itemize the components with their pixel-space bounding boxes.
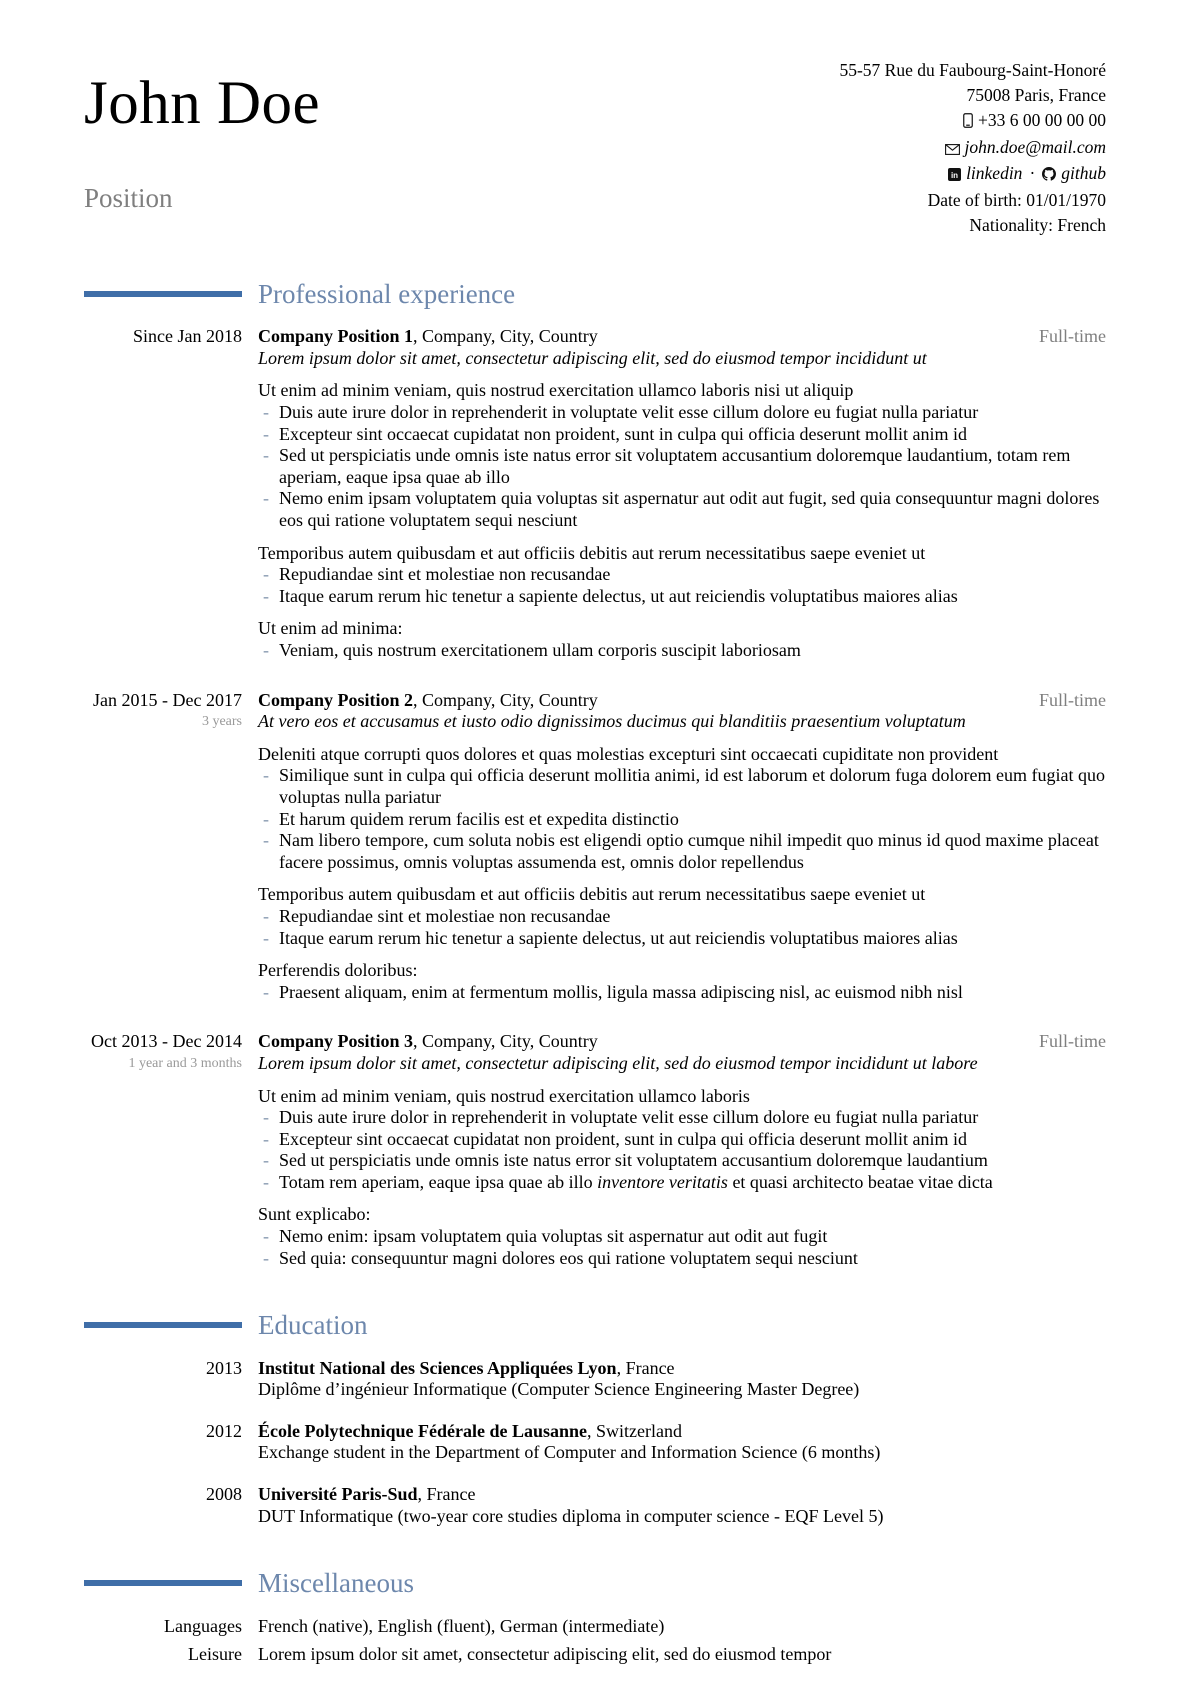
email-link[interactable]: john.doe@mail.com — [964, 136, 1106, 157]
contact-block — [839, 56, 1106, 238]
svg-text:in: in — [951, 171, 959, 181]
header — [84, 56, 1106, 238]
misc-label: Languages — [164, 1615, 242, 1636]
contact-phone — [839, 108, 1106, 135]
education-school-country: , France — [616, 1357, 675, 1378]
github-icon — [1042, 163, 1056, 188]
education-detail: DUT Informatique (two-year core studies diploma in computer science - EQF Level 5) — [258, 1505, 884, 1526]
phone-icon — [963, 110, 973, 135]
experience-entry-2 — [84, 690, 1106, 1004]
contact-date-of-birth: Date of birth: 01/01/1970 — [927, 190, 1106, 211]
entry-paragraph: Ut enim ad minim veniam, quis nostrud exercitation ullamco laboris nisi ut aliquip — [258, 380, 854, 401]
education-year: 2013 — [206, 1357, 242, 1378]
bullet-list — [258, 982, 1106, 1004]
education-entry-2 — [84, 1421, 1106, 1464]
education-entry-1 — [84, 1358, 1106, 1401]
section-title-education: Education — [258, 1310, 368, 1341]
bullet-list — [258, 402, 1106, 532]
entry-title — [258, 690, 598, 712]
entry-duration: 1 year and 3 months — [128, 1055, 242, 1071]
entry-paragraph: Deleniti atque corrupti quos dolores et quas molestias excepturi sint occaecati cupiditate non provident — [258, 743, 999, 764]
separator-dot: · — [1029, 163, 1036, 184]
section-rule — [84, 1580, 242, 1586]
misc-row-languages — [84, 1616, 1106, 1638]
bullet-item: - Sed ut perspiciatis unde omnis iste natus error sit voluptatem accusantium doloremque laudantium — [258, 1150, 1106, 1172]
entry-title-position: Company Position 2 — [258, 689, 414, 710]
bullet-item: - Praesent aliquam, enim at fermentum mollis, ligula massa adipiscing nisl, ac euismod nibh nisl — [258, 982, 1106, 1004]
bullet-item: - Sed ut perspiciatis unde omnis iste natus error sit voluptatem accusantium doloremque laudantium, totam rem aperiam, eaque ipsa quae ab illo — [258, 445, 1106, 488]
bullet-item: - Nemo enim ipsam voluptatem quia voluptas sit aspernatur aut odit aut fugit, sed quia consequuntur magni dolores eos qui ratione voluptatem sequi nesciunt — [258, 488, 1106, 531]
bullet-item: - Excepteur sint occaecat cupidatat non proident, sunt in culpa qui officia deserunt mollit anim id — [258, 1129, 1106, 1151]
entry-contract-type: Full-time — [1039, 689, 1106, 710]
entry-paragraph: Perferendis doloribus: — [258, 960, 418, 981]
entry-summary: Lorem ipsum dolor sit amet, consectetur adipiscing elit, sed do eiusmod tempor incididunt ut — [258, 347, 927, 368]
contact-address-line2: 75008 Paris, France — [966, 84, 1106, 105]
entry-date-column — [84, 326, 242, 661]
entry-header — [258, 326, 1106, 348]
entry-title-company: , Company, City, Country — [413, 1031, 598, 1052]
experience-entry-3 — [84, 1031, 1106, 1269]
contact-nationality: Nationality: French — [969, 215, 1106, 236]
bullet-item: - Veniam, quis nostrum exercitationem ullam corporis suscipit laboriosam — [258, 640, 1106, 662]
misc-label: Leisure — [188, 1644, 242, 1665]
bullet-item — [258, 1172, 1106, 1194]
entry-body — [258, 326, 1106, 661]
experience-entry-1 — [84, 326, 1106, 661]
bullet-text: Totam rem aperiam, eaque ipsa quae ab illo — [279, 1171, 598, 1192]
email-icon — [945, 137, 960, 162]
misc-text: French (native), English (fluent), German (intermediate) — [258, 1615, 665, 1636]
education-year: 2012 — [206, 1420, 242, 1441]
entry-summary: Lorem ipsum dolor sit amet, consectetur adipiscing elit, sed do eiusmod tempor incididunt ut labore — [258, 1052, 978, 1073]
bullet-item: - Sed quia: consequuntur magni dolores eos qui ratione voluptatem sequi nesciunt — [258, 1248, 1106, 1270]
bullet-item: - Nemo enim: ipsam voluptatem quia voluptas sit aspernatur aut odit aut fugit — [258, 1226, 1106, 1248]
education-body — [258, 1484, 1106, 1527]
education-detail: Exchange student in the Department of Computer and Information Science (6 months) — [258, 1442, 881, 1463]
entry-title-company: , Company, City, Country — [413, 689, 598, 710]
section-title-experience: Professional experience — [258, 278, 516, 309]
identity-block — [84, 56, 320, 214]
education-body — [258, 1421, 1106, 1464]
bullet-item: - Nam libero tempore, cum soluta nobis est eligendi optio cumque nihil impedit quo minus id quod maxime placeat facere possimus, omnis voluptas assumenda est, omnis dolor repellendus — [258, 830, 1106, 873]
bullet-item: - Repudiandae sint et molestiae non recusandae — [258, 906, 1106, 928]
contact-email — [839, 135, 1106, 162]
section-header-education — [84, 1309, 1106, 1341]
misc-text: Lorem ipsum dolor sit amet, consectetur adipiscing elit, sed do eiusmod tempor — [258, 1644, 832, 1665]
entry-contract-type: Full-time — [1039, 326, 1106, 347]
entry-period: Jan 2015 - Dec 2017 — [93, 689, 242, 710]
entry-title-position: Company Position 1 — [258, 326, 414, 347]
education-year: 2008 — [206, 1484, 242, 1505]
education-entry-3 — [84, 1484, 1106, 1527]
person-position: Position — [84, 183, 173, 214]
entry-contract-type: Full-time — [1039, 1031, 1106, 1052]
bullet-item: - Excepteur sint occaecat cupidatat non proident, sunt in culpa qui officia deserunt mollit anim id — [258, 424, 1106, 446]
bullet-list — [258, 1226, 1106, 1269]
github-link[interactable]: github — [1061, 163, 1106, 184]
education-school-name: École Polytechnique Fédérale de Lausanne — [258, 1420, 587, 1441]
education-school-country: , France — [417, 1484, 476, 1505]
linkedin-icon — [948, 163, 961, 188]
entry-body — [258, 1031, 1106, 1269]
bullet-item: - Repudiandae sint et molestiae non recusandae — [258, 564, 1106, 586]
bullet-item: - Itaque earum rerum hic tenetur a sapiente delectus, ut aut reiciendis voluptatibus maiores alias — [258, 928, 1106, 950]
section-rule — [84, 291, 242, 297]
education-school-name: Institut National des Sciences Appliquées Lyon — [258, 1357, 617, 1378]
contact-social — [839, 161, 1106, 188]
entry-paragraph: Sunt explicabo: — [258, 1204, 371, 1225]
bullet-item: - Duis aute irure dolor in reprehenderit in voluptate velit esse cillum dolore eu fugiat nulla pariatur — [258, 402, 1106, 424]
entry-title-company: , Company, City, Country — [413, 326, 598, 347]
entry-header — [258, 1031, 1106, 1053]
section-rule — [84, 1322, 242, 1328]
entry-period: Since Jan 2018 — [133, 326, 242, 347]
education-school — [258, 1358, 1106, 1380]
linkedin-link[interactable]: linkedin — [966, 163, 1023, 184]
entry-paragraph: Ut enim ad minim veniam, quis nostrud exercitation ullamco laboris — [258, 1085, 750, 1106]
entry-header — [258, 690, 1106, 712]
bullet-list — [258, 1107, 1106, 1193]
bullet-list — [258, 906, 1106, 949]
entry-duration: 3 years — [201, 714, 242, 730]
education-school-country: , Switzerland — [586, 1420, 682, 1441]
entry-title-position: Company Position 3 — [258, 1031, 414, 1052]
section-title-miscellaneous: Miscellaneous — [258, 1568, 414, 1599]
bullet-text-italic: inventore veritatis — [597, 1171, 728, 1192]
education-detail: Diplôme d’ingénieur Informatique (Computer Science Engineering Master Degree) — [258, 1379, 860, 1400]
contact-phone-number: +33 6 00 00 00 00 — [978, 109, 1106, 130]
education-school-name: Université Paris-Sud — [258, 1484, 418, 1505]
section-header-miscellaneous — [84, 1567, 1106, 1599]
entry-date-column — [84, 1031, 242, 1269]
bullet-item: - Duis aute irure dolor in reprehenderit in voluptate velit esse cillum dolore eu fugiat nulla pariatur — [258, 1107, 1106, 1129]
bullet-list — [258, 640, 1106, 662]
bullet-item: - Itaque earum rerum hic tenetur a sapiente delectus, ut aut reiciendis voluptatibus maiores alias — [258, 586, 1106, 608]
entry-paragraph: Temporibus autem quibusdam et aut officiis debitis aut rerum necessitatibus saepe eveniet ut — [258, 542, 926, 563]
bullet-text: et quasi architecto beatae vitae dicta — [727, 1171, 993, 1192]
entry-paragraph: Temporibus autem quibusdam et aut officiis debitis aut rerum necessitatibus saepe eveniet ut — [258, 884, 926, 905]
entry-body — [258, 690, 1106, 1004]
bullet-item: - Et harum quidem rerum facilis est et expedita distinctio — [258, 809, 1106, 831]
entry-summary: At vero eos et accusamus et iusto odio dignissimos ducimus qui blanditiis praesentium voluptatum — [258, 711, 966, 732]
contact-address-line1: 55-57 Rue du Faubourg-Saint-Honoré — [839, 60, 1106, 80]
bullet-list — [258, 765, 1106, 873]
entry-title — [258, 1031, 598, 1053]
entry-period: Oct 2013 - Dec 2014 — [91, 1031, 242, 1052]
misc-row-leisure — [84, 1644, 1106, 1666]
entry-date-column — [84, 690, 242, 1004]
education-body — [258, 1358, 1106, 1401]
education-school — [258, 1484, 1106, 1506]
section-header-experience — [84, 278, 1106, 310]
entry-paragraph: Ut enim ad minima: — [258, 618, 403, 639]
bullet-item: - Similique sunt in culpa qui officia deserunt mollitia animi, id est laborum et dolorum fuga dolorem eum fugiat quo voluptas nulla pariatur — [258, 765, 1106, 808]
education-school — [258, 1421, 1106, 1443]
person-name: John Doe — [84, 70, 321, 137]
bullet-list — [258, 564, 1106, 607]
entry-title — [258, 326, 598, 348]
